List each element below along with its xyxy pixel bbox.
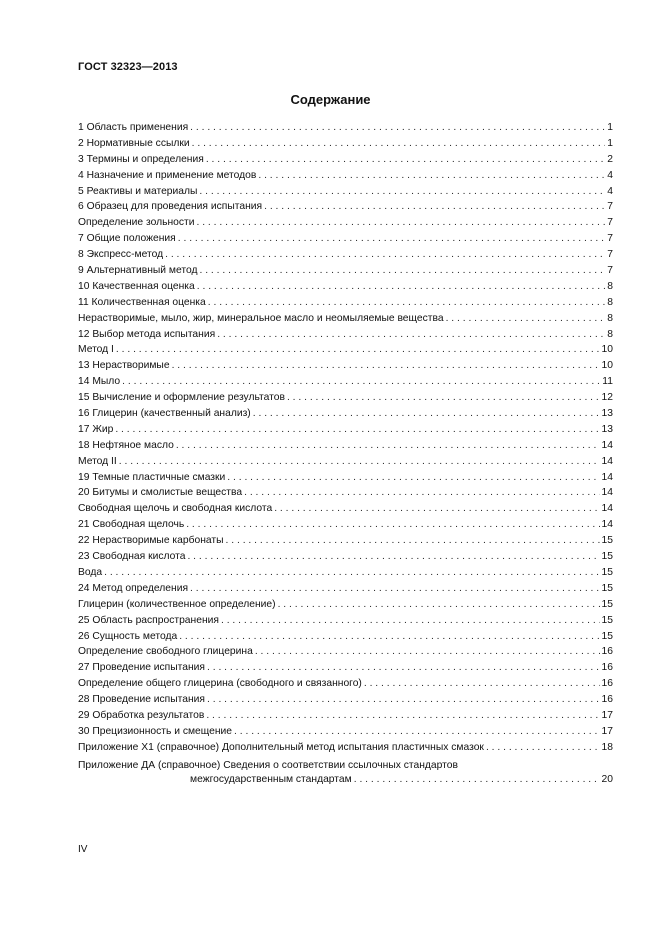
dot-leader bbox=[217, 327, 605, 343]
dot-leader bbox=[278, 597, 600, 613]
toc-entry-page: 8 bbox=[607, 280, 613, 292]
toc-entry[interactable] bbox=[78, 549, 613, 565]
dot-leader bbox=[187, 549, 599, 565]
toc-entry-page: 7 bbox=[607, 201, 613, 213]
toc-entry[interactable] bbox=[78, 501, 613, 517]
toc-entry-label-continued: межгосударственным стандартам bbox=[190, 773, 352, 785]
toc-entry-label: 29 Обработка результатов bbox=[78, 709, 205, 721]
toc-entry-label: 7 Общие положения bbox=[78, 233, 176, 245]
toc-entry-label: 18 Нефтяное масло bbox=[78, 439, 174, 451]
dot-leader bbox=[197, 279, 606, 295]
toc-entry-page: 7 bbox=[607, 217, 613, 229]
toc-entry-label: Свободная щелочь и свободная кислота bbox=[78, 503, 273, 515]
dot-leader bbox=[226, 533, 600, 549]
toc-entry[interactable] bbox=[78, 311, 613, 327]
toc-entry-page: 16 bbox=[601, 646, 613, 658]
toc-entry[interactable] bbox=[78, 708, 613, 724]
toc-entry-label: 6 Образец для проведения испытания bbox=[78, 201, 263, 213]
toc-entry-page: 14 bbox=[601, 439, 613, 451]
toc-entry-page: 4 bbox=[607, 169, 613, 181]
toc-entry[interactable] bbox=[78, 613, 613, 629]
dot-leader bbox=[364, 676, 600, 692]
dot-leader bbox=[176, 438, 600, 454]
toc-entry-page: 7 bbox=[607, 265, 613, 277]
toc-entry-page: 17 bbox=[601, 709, 613, 721]
toc-entry-label: Определение свободного глицерина bbox=[78, 646, 253, 658]
dot-leader bbox=[227, 470, 599, 486]
toc-entry[interactable] bbox=[78, 692, 613, 708]
dot-leader bbox=[119, 454, 600, 470]
toc-entry-label: 11 Количественная оценка bbox=[78, 296, 206, 308]
dot-leader bbox=[190, 120, 605, 136]
toc-entry-label: 2 Нормативные ссылки bbox=[78, 137, 190, 149]
toc-entry[interactable] bbox=[78, 327, 613, 343]
dot-leader bbox=[165, 247, 605, 263]
toc-entry[interactable] bbox=[78, 740, 613, 756]
dot-leader bbox=[122, 374, 600, 390]
toc-entry-page: 16 bbox=[601, 678, 613, 690]
toc-entry-page: 15 bbox=[601, 535, 613, 547]
toc-entry-label: 22 Нерастворимые карбонаты bbox=[78, 535, 224, 547]
toc-entry-page: 7 bbox=[607, 249, 613, 261]
toc-entry-label: 13 Нерастворимые bbox=[78, 360, 170, 372]
dot-leader bbox=[258, 168, 605, 184]
toc-entry-label: 9 Альтернативный метод bbox=[78, 265, 198, 277]
toc-entry[interactable] bbox=[78, 724, 613, 740]
toc-entry[interactable] bbox=[78, 215, 613, 231]
toc-entry-page: 15 bbox=[601, 551, 613, 563]
toc-entry-label: 3 Термины и определения bbox=[78, 153, 204, 165]
toc-entry-label: 10 Качественная оценка bbox=[78, 280, 195, 292]
toc-entry[interactable] bbox=[78, 279, 613, 295]
dot-leader bbox=[234, 724, 600, 740]
dot-leader bbox=[179, 629, 599, 645]
toc-entry-page: 14 bbox=[601, 519, 613, 531]
toc-entry-page: 20 bbox=[601, 773, 613, 785]
dot-leader bbox=[244, 485, 599, 501]
toc-entry-label: 30 Прецизионность и смещение bbox=[78, 725, 233, 737]
toc-entry-page: 10 bbox=[601, 360, 613, 372]
toc-entry[interactable] bbox=[78, 533, 613, 549]
toc-entry-label: 28 Проведение испытания bbox=[78, 694, 206, 706]
toc-entry[interactable] bbox=[78, 136, 613, 152]
page-number: IV bbox=[78, 844, 88, 855]
dot-leader bbox=[192, 136, 606, 152]
toc-entry-page: 15 bbox=[601, 630, 613, 642]
toc-entry-label: 21 Свободная щелочь bbox=[78, 519, 185, 531]
toc-entry[interactable] bbox=[78, 342, 613, 358]
toc-entry[interactable] bbox=[78, 120, 613, 136]
toc-entry-page: 14 bbox=[601, 455, 613, 467]
toc-entry[interactable] bbox=[78, 581, 613, 597]
dot-leader bbox=[264, 199, 605, 215]
dot-leader bbox=[115, 422, 599, 438]
toc-entry-label: 23 Свободная кислота bbox=[78, 551, 186, 563]
dot-leader bbox=[207, 692, 600, 708]
dot-leader bbox=[486, 740, 600, 756]
toc-entry[interactable] bbox=[78, 660, 613, 676]
toc-entry-page: 1 bbox=[607, 122, 613, 133]
toc-entry[interactable] bbox=[78, 470, 613, 486]
toc-entry-page: 16 bbox=[601, 694, 613, 706]
dot-leader bbox=[255, 644, 600, 660]
toc-entry-label: 8 Экспресс-метод bbox=[78, 249, 164, 261]
toc-entry-page: 14 bbox=[601, 487, 613, 499]
toc-entry[interactable] bbox=[78, 295, 613, 311]
toc-entry-page: 15 bbox=[601, 598, 613, 610]
dot-leader bbox=[116, 342, 600, 358]
toc-entry-label: Метод I bbox=[78, 344, 114, 356]
dot-leader bbox=[208, 295, 606, 311]
toc-entry-page: 15 bbox=[601, 614, 613, 626]
toc-entry-page: 8 bbox=[607, 296, 613, 308]
toc-entry-page: 4 bbox=[607, 185, 613, 197]
toc-entry-page: 13 bbox=[601, 423, 613, 435]
toc-entry-label: 26 Сущность метода bbox=[78, 630, 178, 642]
toc-entry[interactable] bbox=[78, 199, 613, 215]
toc-entry-label: 14 Мыло bbox=[78, 376, 121, 388]
dot-leader bbox=[206, 708, 599, 724]
toc-entry[interactable] bbox=[78, 168, 613, 184]
toc-entry[interactable] bbox=[78, 644, 613, 660]
toc-entry-label: Приложение Х1 (справочное) Дополнительный метод испытания пластичных смазок bbox=[78, 741, 484, 753]
toc-entry-label: Вода bbox=[78, 566, 103, 578]
toc-entry[interactable] bbox=[78, 263, 613, 279]
toc-entry[interactable] bbox=[78, 759, 613, 787]
dot-leader bbox=[274, 501, 599, 517]
toc-entry[interactable] bbox=[78, 454, 613, 470]
toc-entry[interactable] bbox=[78, 152, 613, 168]
toc-entry[interactable] bbox=[78, 565, 613, 581]
toc-entry-page: 13 bbox=[601, 408, 613, 420]
dot-leader bbox=[287, 390, 600, 406]
dot-leader bbox=[206, 152, 605, 168]
dot-leader bbox=[196, 215, 605, 231]
dot-leader bbox=[199, 184, 605, 200]
document-code: ГОСТ 32323—2013 bbox=[78, 61, 178, 73]
toc-entry-label: 27 Проведение испытания bbox=[78, 662, 206, 674]
dot-leader bbox=[186, 517, 599, 533]
toc-entry-page: 1 bbox=[607, 137, 613, 149]
dot-leader bbox=[207, 660, 600, 676]
toc-entry-page: 17 bbox=[601, 725, 613, 737]
toc-entry-label: 25 Область распространения bbox=[78, 614, 219, 626]
toc-entry-label: 24 Метод определения bbox=[78, 582, 189, 594]
toc-entry-page: 2 bbox=[607, 153, 613, 165]
toc-entry-label: 5 Реактивы и материалы bbox=[78, 185, 198, 197]
toc-entry[interactable] bbox=[78, 597, 613, 613]
toc-entry-label: 4 Назначение и применение методов bbox=[78, 169, 257, 181]
dot-leader bbox=[354, 772, 600, 787]
dot-leader bbox=[253, 406, 600, 422]
toc-entry-page: 14 bbox=[601, 503, 613, 515]
toc-entry-label: Глицерин (количественное определение) bbox=[78, 598, 276, 610]
toc-entry-page: 8 bbox=[607, 328, 613, 340]
toc-entry-label: 20 Битумы и смолистые вещества bbox=[78, 487, 243, 499]
dot-leader bbox=[190, 581, 599, 597]
toc-entry-page: 14 bbox=[601, 471, 613, 483]
toc-entry-label: 12 Выбор метода испытания bbox=[78, 328, 216, 340]
toc-entry-label: Метод II bbox=[78, 455, 117, 467]
dot-leader bbox=[199, 263, 605, 279]
toc-entry-page: 16 bbox=[601, 662, 613, 674]
toc-entry-label: 19 Темные пластичные смазки bbox=[78, 471, 226, 483]
toc-entry[interactable] bbox=[78, 485, 613, 501]
toc-entry-page: 15 bbox=[601, 566, 613, 578]
dot-leader bbox=[446, 311, 606, 327]
toc-entry-page: 7 bbox=[607, 233, 613, 245]
toc-entry[interactable] bbox=[78, 358, 613, 374]
toc-entry[interactable] bbox=[78, 374, 613, 390]
toc-entry-continuation bbox=[78, 772, 613, 787]
toc-entry-page: 15 bbox=[601, 582, 613, 594]
toc-entry[interactable] bbox=[78, 422, 613, 438]
table-of-contents bbox=[78, 120, 613, 787]
dot-leader bbox=[172, 358, 600, 374]
toc-entry[interactable] bbox=[78, 184, 613, 200]
toc-entry-label: 15 Вычисление и оформление результатов bbox=[78, 392, 285, 404]
toc-entry[interactable] bbox=[78, 390, 613, 406]
toc-entry-page: 11 bbox=[602, 376, 613, 388]
toc-entry[interactable] bbox=[78, 231, 613, 247]
toc-entry-label: 16 Глицерин (качественный анализ) bbox=[78, 408, 251, 420]
dot-leader bbox=[178, 231, 606, 247]
toc-entry-page: 8 bbox=[607, 312, 613, 324]
toc-entry[interactable] bbox=[78, 406, 613, 422]
toc-entry-label: Приложение ДА (справочное) Сведения о соответствии ссылочных стандартов bbox=[78, 759, 458, 771]
toc-entry[interactable] bbox=[78, 438, 613, 454]
toc-entry-page: 12 bbox=[601, 392, 613, 404]
toc-entry-page: 10 bbox=[601, 344, 613, 356]
toc-entry-label: Нерастворимые, мыло, жир, минеральное масло и неомыляемые вещества bbox=[78, 312, 444, 324]
toc-entry-label: Определение общего глицерина (свободного и связанного) bbox=[78, 678, 362, 690]
toc-entry[interactable] bbox=[78, 629, 613, 645]
toc-entry-page: 18 bbox=[601, 741, 613, 753]
dot-leader bbox=[221, 613, 600, 629]
toc-entry-label: 1 Область применения bbox=[78, 122, 189, 133]
toc-entry[interactable] bbox=[78, 247, 613, 263]
dot-leader bbox=[104, 565, 599, 581]
toc-entry-label: Определение зольности bbox=[78, 217, 195, 229]
toc-entry-label: 17 Жир bbox=[78, 423, 114, 435]
toc-title: Содержание bbox=[290, 92, 371, 107]
toc-entry[interactable] bbox=[78, 676, 613, 692]
toc-entry[interactable] bbox=[78, 517, 613, 533]
